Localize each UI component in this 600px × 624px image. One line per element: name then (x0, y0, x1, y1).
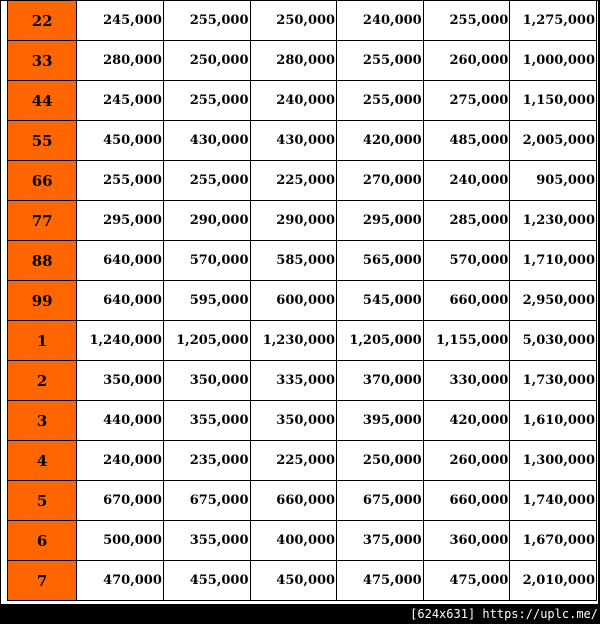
total-cell: 1,275,000 (510, 1, 597, 41)
table-row (8, 441, 597, 481)
table-row (8, 361, 597, 401)
row-id-cell: 5 (8, 481, 77, 521)
value-cell: 420,000 (423, 401, 510, 441)
value-cell: 250,000 (250, 1, 337, 41)
value-cell: 660,000 (423, 281, 510, 321)
value-cell: 600,000 (250, 281, 337, 321)
total-cell: 1,710,000 (510, 241, 597, 281)
value-cell: 660,000 (250, 481, 337, 521)
row-id-cell: 2 (8, 361, 77, 401)
watermark-text: [624x631] https://uplc.me/ (410, 607, 598, 621)
row-id-cell: 4 (8, 441, 77, 481)
value-cell: 260,000 (423, 441, 510, 481)
total-cell: 1,670,000 (510, 521, 597, 561)
value-cell: 670,000 (77, 481, 164, 521)
value-cell: 450,000 (250, 561, 337, 601)
row-id-cell: 6 (8, 521, 77, 561)
value-cell: 430,000 (250, 121, 337, 161)
value-cell: 565,000 (337, 241, 424, 281)
value-cell: 245,000 (77, 1, 164, 41)
value-cell: 375,000 (337, 521, 424, 561)
total-cell: 1,740,000 (510, 481, 597, 521)
row-id-cell: 33 (8, 41, 77, 81)
total-cell: 2,005,000 (510, 121, 597, 161)
table-row (8, 81, 597, 121)
row-id-cell: 44 (8, 81, 77, 121)
value-cell: 675,000 (337, 481, 424, 521)
value-cell: 245,000 (77, 81, 164, 121)
value-cell: 235,000 (163, 441, 250, 481)
value-cell: 280,000 (77, 41, 164, 81)
price-table (7, 1, 597, 601)
table-row (8, 201, 597, 241)
value-cell: 240,000 (337, 1, 424, 41)
value-cell: 640,000 (77, 241, 164, 281)
row-id-cell: 88 (8, 241, 77, 281)
row-id-cell: 66 (8, 161, 77, 201)
total-cell: 2,950,000 (510, 281, 597, 321)
value-cell: 225,000 (250, 161, 337, 201)
value-cell: 640,000 (77, 281, 164, 321)
table-row (8, 521, 597, 561)
table-row (8, 321, 597, 361)
value-cell: 355,000 (163, 401, 250, 441)
value-cell: 570,000 (423, 241, 510, 281)
value-cell: 270,000 (337, 161, 424, 201)
row-id-cell: 77 (8, 201, 77, 241)
table-row (8, 121, 597, 161)
row-id-cell: 3 (8, 401, 77, 441)
total-cell: 905,000 (510, 161, 597, 201)
row-id-cell: 7 (8, 561, 77, 601)
table-row (8, 281, 597, 321)
value-cell: 355,000 (163, 521, 250, 561)
value-cell: 400,000 (250, 521, 337, 561)
value-cell: 570,000 (163, 241, 250, 281)
value-cell: 475,000 (423, 561, 510, 601)
value-cell: 250,000 (337, 441, 424, 481)
table-body (8, 1, 597, 601)
total-cell: 1,000,000 (510, 41, 597, 81)
value-cell: 255,000 (423, 1, 510, 41)
value-cell: 255,000 (77, 161, 164, 201)
total-cell: 2,010,000 (510, 561, 597, 601)
value-cell: 500,000 (77, 521, 164, 561)
value-cell: 1,205,000 (337, 321, 424, 361)
value-cell: 660,000 (423, 481, 510, 521)
total-cell: 1,230,000 (510, 201, 597, 241)
value-cell: 295,000 (337, 201, 424, 241)
table-row (8, 401, 597, 441)
table-row (8, 481, 597, 521)
value-cell: 1,155,000 (423, 321, 510, 361)
value-cell: 295,000 (77, 201, 164, 241)
row-id-cell: 55 (8, 121, 77, 161)
value-cell: 240,000 (423, 161, 510, 201)
value-cell: 1,205,000 (163, 321, 250, 361)
value-cell: 255,000 (163, 161, 250, 201)
value-cell: 330,000 (423, 361, 510, 401)
value-cell: 350,000 (163, 361, 250, 401)
value-cell: 285,000 (423, 201, 510, 241)
value-cell: 335,000 (250, 361, 337, 401)
value-cell: 430,000 (163, 121, 250, 161)
value-cell: 450,000 (77, 121, 164, 161)
value-cell: 1,230,000 (250, 321, 337, 361)
table-row (8, 41, 597, 81)
total-cell: 1,610,000 (510, 401, 597, 441)
value-cell: 250,000 (163, 41, 250, 81)
table-row (8, 161, 597, 201)
total-cell: 1,150,000 (510, 81, 597, 121)
value-cell: 485,000 (423, 121, 510, 161)
total-cell: 1,300,000 (510, 441, 597, 481)
row-id-cell: 99 (8, 281, 77, 321)
value-cell: 240,000 (250, 81, 337, 121)
table-row (8, 561, 597, 601)
value-cell: 420,000 (337, 121, 424, 161)
value-cell: 255,000 (337, 41, 424, 81)
value-cell: 255,000 (163, 1, 250, 41)
value-cell: 1,240,000 (77, 321, 164, 361)
value-cell: 455,000 (163, 561, 250, 601)
value-cell: 370,000 (337, 361, 424, 401)
value-cell: 395,000 (337, 401, 424, 441)
value-cell: 475,000 (337, 561, 424, 601)
table-row (8, 1, 597, 41)
value-cell: 360,000 (423, 521, 510, 561)
value-cell: 585,000 (250, 241, 337, 281)
value-cell: 545,000 (337, 281, 424, 321)
value-cell: 350,000 (77, 361, 164, 401)
total-cell: 1,730,000 (510, 361, 597, 401)
value-cell: 280,000 (250, 41, 337, 81)
row-id-cell: 22 (8, 1, 77, 41)
value-cell: 255,000 (163, 81, 250, 121)
value-cell: 275,000 (423, 81, 510, 121)
value-cell: 470,000 (77, 561, 164, 601)
value-cell: 440,000 (77, 401, 164, 441)
value-cell: 240,000 (77, 441, 164, 481)
value-cell: 255,000 (337, 81, 424, 121)
value-cell: 290,000 (163, 201, 250, 241)
value-cell: 260,000 (423, 41, 510, 81)
value-cell: 595,000 (163, 281, 250, 321)
table-row (8, 241, 597, 281)
value-cell: 225,000 (250, 441, 337, 481)
value-cell: 350,000 (250, 401, 337, 441)
value-cell: 290,000 (250, 201, 337, 241)
row-id-cell: 1 (8, 321, 77, 361)
total-cell: 5,030,000 (510, 321, 597, 361)
value-cell: 675,000 (163, 481, 250, 521)
